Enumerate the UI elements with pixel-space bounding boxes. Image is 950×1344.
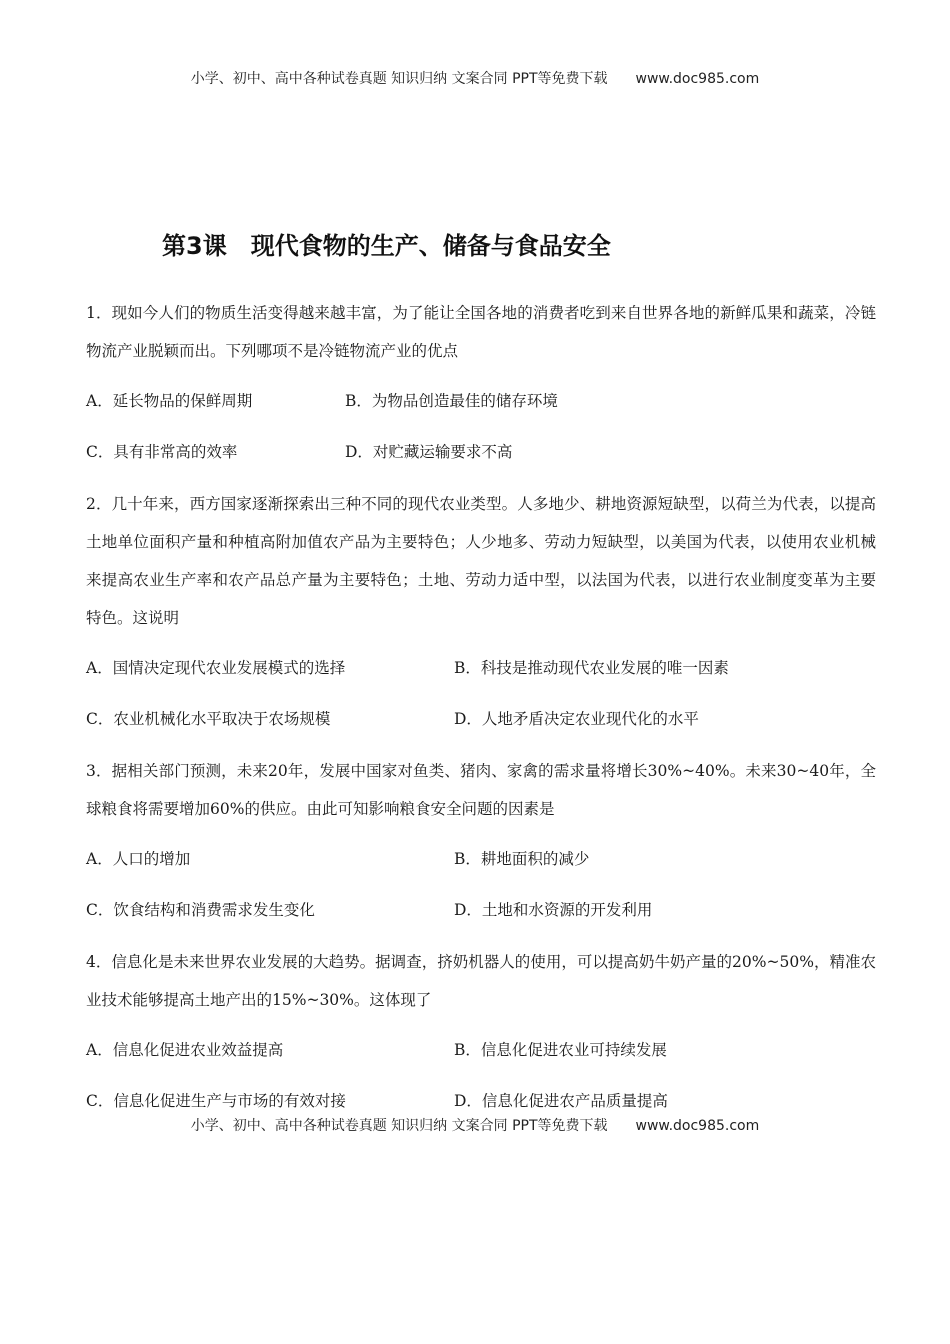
question-stem: 3．据相关部门预测，未来20年，发展中国家对鱼类、猪肉、家禽的需求量将增长30%~40%。未来30~40年，全球粮食将需要增加60%的供应。由此可知影响粮食安全问题的因素是: [86, 762, 876, 818]
option-row: [86, 891, 876, 942]
question-2: [86, 485, 876, 751]
footer-site-link[interactable]: www.doc985.com: [635, 1118, 760, 1134]
option-a: A．国情决定现代农业发展模式的选择: [86, 659, 346, 677]
page-title: 第3课 现代食物的生产、储备与食品安全: [162, 232, 611, 260]
question-stem: 1．现如今人们的物质生活变得越来越丰富，为了能让全国各地的消费者吃到来自世界各地的新鲜瓜果和蔬菜，冷链物流产业脱颖而出。下列哪项不是冷链物流产业的优点: [86, 304, 876, 360]
option-c: C．信息化促进生产与市场的有效对接: [86, 1092, 346, 1110]
footer-text: 小学、初中、高中各种试卷真题 知识归纳 文案合同 PPT等免费下载: [190, 1118, 608, 1134]
question-1: [86, 294, 876, 484]
option-b: B．信息化促进农业可持续发展: [454, 1041, 667, 1059]
option-d: D．人地矛盾决定农业现代化的水平: [454, 710, 699, 728]
question-3: [86, 752, 876, 942]
question-4: [86, 943, 876, 1133]
header-site-link[interactable]: www.doc985.com: [635, 71, 760, 87]
option-b: B．科技是推动现代农业发展的唯一因素: [454, 659, 729, 677]
option-a: A．信息化促进农业效益提高: [86, 1041, 284, 1059]
question-stem: 4．信息化是未来世界农业发展的大趋势。据调查，挤奶机器人的使用，可以提高奶牛奶产量的20%~50%，精准农业技术能够提高土地产出的15%~30%。这体现了: [86, 953, 876, 1009]
option-a: A．人口的增加: [86, 850, 191, 868]
page-header: [0, 68, 950, 88]
option-c: C．具有非常高的效率: [86, 443, 238, 461]
option-row: [86, 433, 876, 484]
option-row: [86, 649, 876, 700]
option-d: D．信息化促进农产品质量提高: [454, 1092, 668, 1110]
option-c: C．饮食结构和消费需求发生变化: [86, 901, 315, 919]
option-c: C．农业机械化水平取决于农场规模: [86, 710, 331, 728]
option-a: A．延长物品的保鲜周期: [86, 392, 253, 410]
option-row: [86, 840, 876, 891]
option-row: [86, 382, 876, 433]
option-row: [86, 700, 876, 751]
page-footer: [0, 1115, 950, 1135]
option-d: D．土地和水资源的开发利用: [454, 901, 653, 919]
header-text: 小学、初中、高中各种试卷真题 知识归纳 文案合同 PPT等免费下载: [190, 71, 608, 87]
option-b: B．耕地面积的减少: [454, 850, 590, 868]
option-d: D．对贮藏运输要求不高: [345, 443, 513, 461]
option-b: B．为物品创造最佳的储存环境: [345, 392, 558, 410]
question-stem: 2．几十年来，西方国家逐渐探索出三种不同的现代农业类型。人多地少、耕地资源短缺型，以荷兰为代表，以提高土地单位面积产量和种植高附加值农产品为主要特色；人少地多、劳动力短缺型，以美国为代表，以使用农业机械来提高农业生产率和农产品总产量为主要特色；土地、劳动力适中型，以法国为代表，以进行农业制度变革为主要特色。这说明: [86, 495, 876, 627]
option-row: [86, 1031, 876, 1082]
